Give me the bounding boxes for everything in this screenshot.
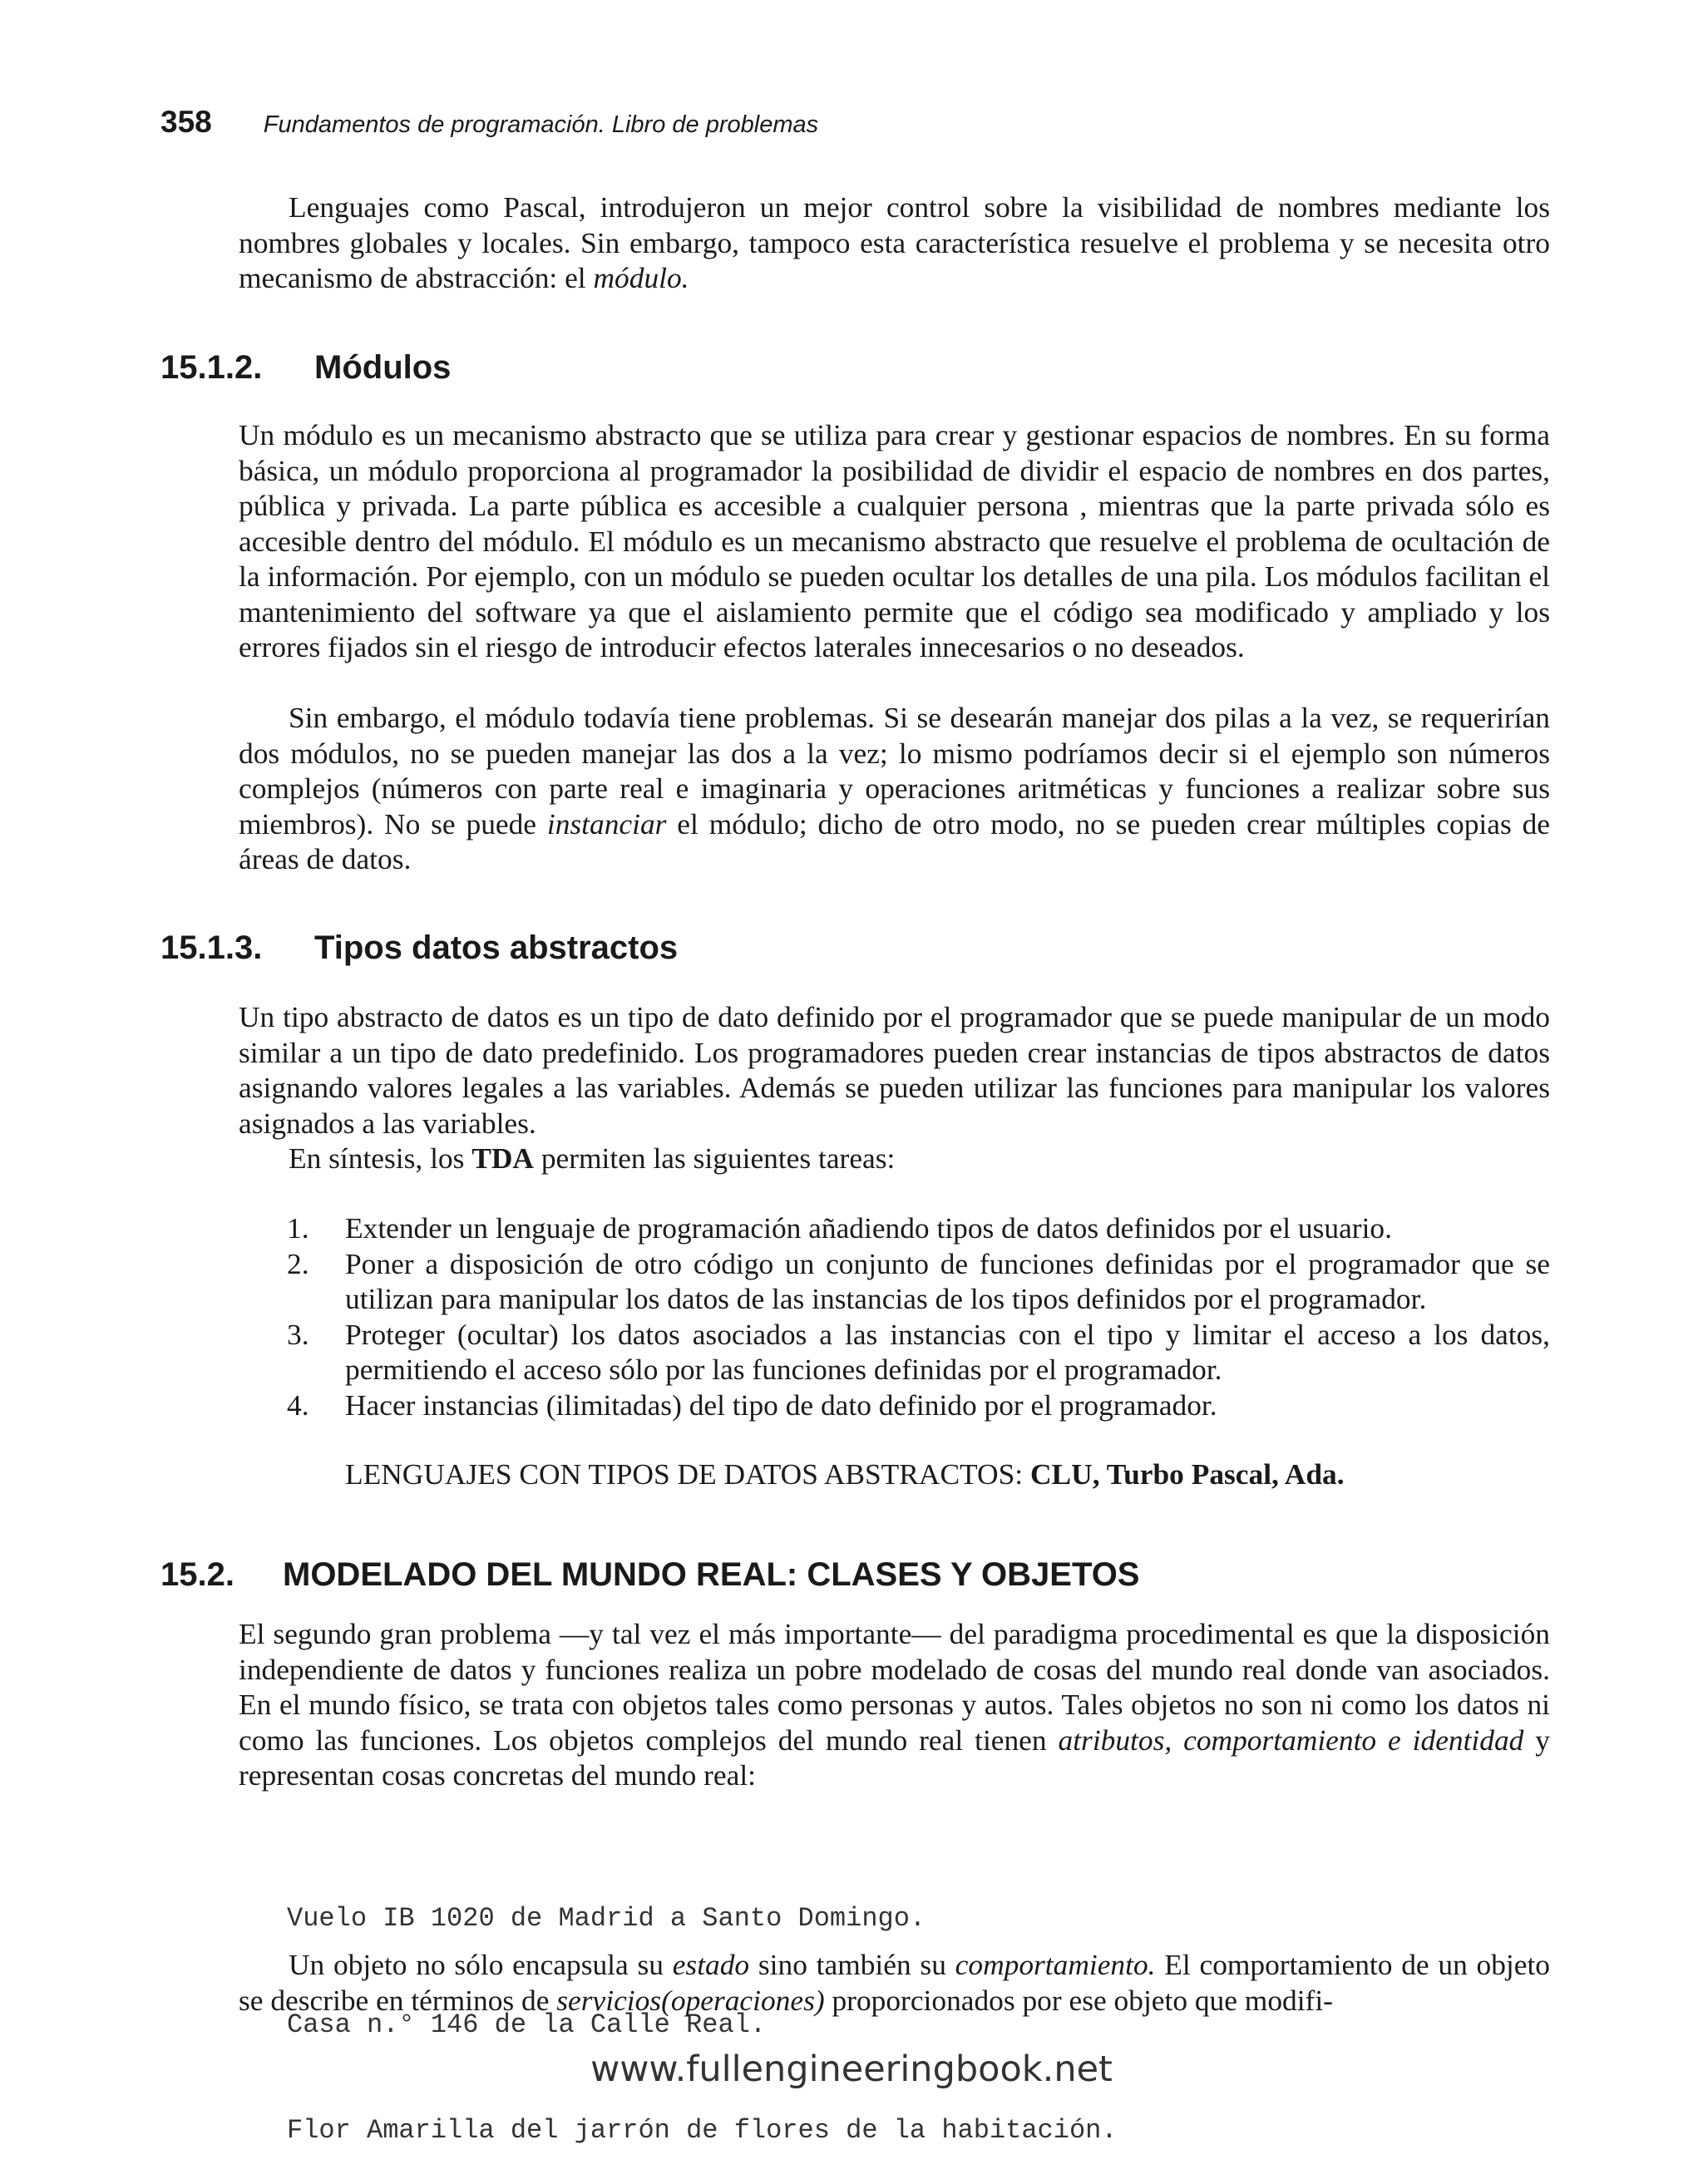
section-number: 15.1.2. bbox=[160, 349, 263, 386]
emphasis-estado: estado bbox=[672, 1948, 750, 1981]
paragraph-tda-1: Un tipo abstracto de datos es un tipo de dato definido por el programador que se puede manipular de un modo similar a un tipo de dato predefinido. Los programadores pueden crear instancias de tipos abstractos de datos asignando valores legales a las variables. Además se pueden utilizar las funciones para manipular los valores asignados a las variables. bbox=[239, 1000, 1550, 1140]
section-title: MODELADO DEL MUNDO REAL: CLASES Y OBJETOS bbox=[283, 1556, 1140, 1593]
footer-url: www.fullengineeringbook.net bbox=[590, 2048, 1113, 2090]
paragraph-modelado-1: El segundo gran problema —y tal vez el más importante— del paradigma procedimental es que la disposición independiente de datos y funciones realiza un pobre modelado de cosas del mundo real donde van asociados. En el mundo físico, se trata con objetos tales como personas y autos. Tales objetos no son ni como los datos ni como las funciones. Los objetos complejos del mundo real tienen atributos, comportamiento e identidad y representan cosas concretas del mundo real: bbox=[239, 1617, 1550, 1792]
paragraph-modulos-2: Sin embargo, el módulo todavía tiene problemas. Si se desearán manejar dos pilas a la vez, se requerirían dos módulos, no se pueden manejar las dos a la vez; lo mismo podríamos decir si el ejemplo son números complejos (números con parte real e imaginaria y operaciones aritméticas y funciones a realizar sobre sus miembros). No se puede instanciar el módulo; dicho de otro modo, no se pueden crear múltiples copias de áreas de datos. bbox=[239, 701, 1550, 875]
section-heading-modulos bbox=[160, 349, 451, 387]
list-item: 1. Extender un lenguaje de programación añadiendo tipos de datos definidos por el usuario. bbox=[287, 1211, 1392, 1245]
example-line: Vuelo IB 1020 de Madrid a Santo Domingo. bbox=[287, 1903, 926, 1934]
emphasis-comportamiento: comportamiento. bbox=[955, 1948, 1156, 1981]
running-title: Fundamentos de programación. Libro de problemas bbox=[263, 111, 819, 138]
example-line: Flor Amarilla del jarrón de flores de la habitación. bbox=[287, 2115, 1118, 2146]
section-heading-tda bbox=[160, 929, 678, 967]
paragraph-modulos-1: Un módulo es un mecanismo abstracto que se utiliza para crear y gestionar espacios de nombres. En su forma básica, un módulo proporciona al programador la posibilidad de dividir el espacio de nombres en dos partes, pública y privada. La parte pública es accesible a cualquier persona , mientras que la parte privada sólo es accesible dentro del módulo. El módulo es un mecanismo abstracto que resuelve el problema de ocultación de la información. Por ejemplo, con un módulo se pueden ocultar los detalles de una pila. Los módulos facilitan el mantenimiento del software ya que el aislamiento permite que el código sea modificado y ampliado y los errores fijados sin el riesgo de introducir efectos laterales innecesarios o no deseados. bbox=[239, 418, 1550, 663]
section-number: 15.1.3. bbox=[160, 929, 263, 966]
section-heading-modelado bbox=[160, 1556, 1140, 1594]
task-list bbox=[239, 1210, 1550, 1422]
paragraph-modelado-2: Un objeto no sólo encapsula su estado sino también su comportamiento. El comportamiento de un objeto se describe en términos de servicios(operaciones) proporcionados por ese objeto que modifi- bbox=[239, 1948, 1550, 2017]
list-item: 3. Proteger (ocultar) los datos asociados a las instancias con el tipo y limitar el acceso a los datos, permitiendo el acceso sólo por las funciones definidas por el programador. bbox=[287, 1317, 1550, 1386]
bold-tda: TDA bbox=[471, 1141, 534, 1175]
section-title: Módulos bbox=[314, 349, 452, 386]
emphasis-modulo: módulo. bbox=[593, 261, 689, 294]
paragraph-tda-2: En síntesis, los TDA permiten las siguientes tareas: bbox=[289, 1141, 896, 1175]
running-header bbox=[160, 105, 818, 140]
languages-list: CLU, Turbo Pascal, Ada. bbox=[1029, 1457, 1345, 1491]
list-item: 4. Hacer instancias (ilimitadas) del tipo de dato definido por el programador. bbox=[287, 1388, 1217, 1422]
emphasis-instanciar: instanciar bbox=[546, 806, 667, 841]
paragraph-intro: Lenguajes como Pascal, introdujeron un mejor control sobre la visibilidad de nombres mediante los nombres globales y locales. Sin embargo, tampoco esta característica resuelve el problema y se necesita otro mecanismo de abstracción: el módulo. bbox=[239, 190, 1550, 294]
section-title: Tipos datos abstractos bbox=[314, 929, 679, 966]
page-number: 358 bbox=[160, 105, 212, 139]
section-number: 15.2. bbox=[160, 1556, 234, 1593]
example-line: Casa n.° 146 de la Calle Real. bbox=[287, 2009, 767, 2040]
list-item: 2. Poner a disposición de otro código un conjunto de funciones definidas por el programador que se utilizan para manipular los datos de las instancias de los tipos definidos por el programador. bbox=[287, 1246, 1550, 1315]
languages-line: LENGUAJES CON TIPOS DE DATOS ABSTRACTOS: CLU, Turbo Pascal, Ada. bbox=[345, 1457, 1345, 1491]
emphasis-atributos: atributos, comportamiento e identidad bbox=[1058, 1723, 1524, 1757]
emphasis-servicios: servicios(operaciones) bbox=[556, 1983, 825, 2017]
